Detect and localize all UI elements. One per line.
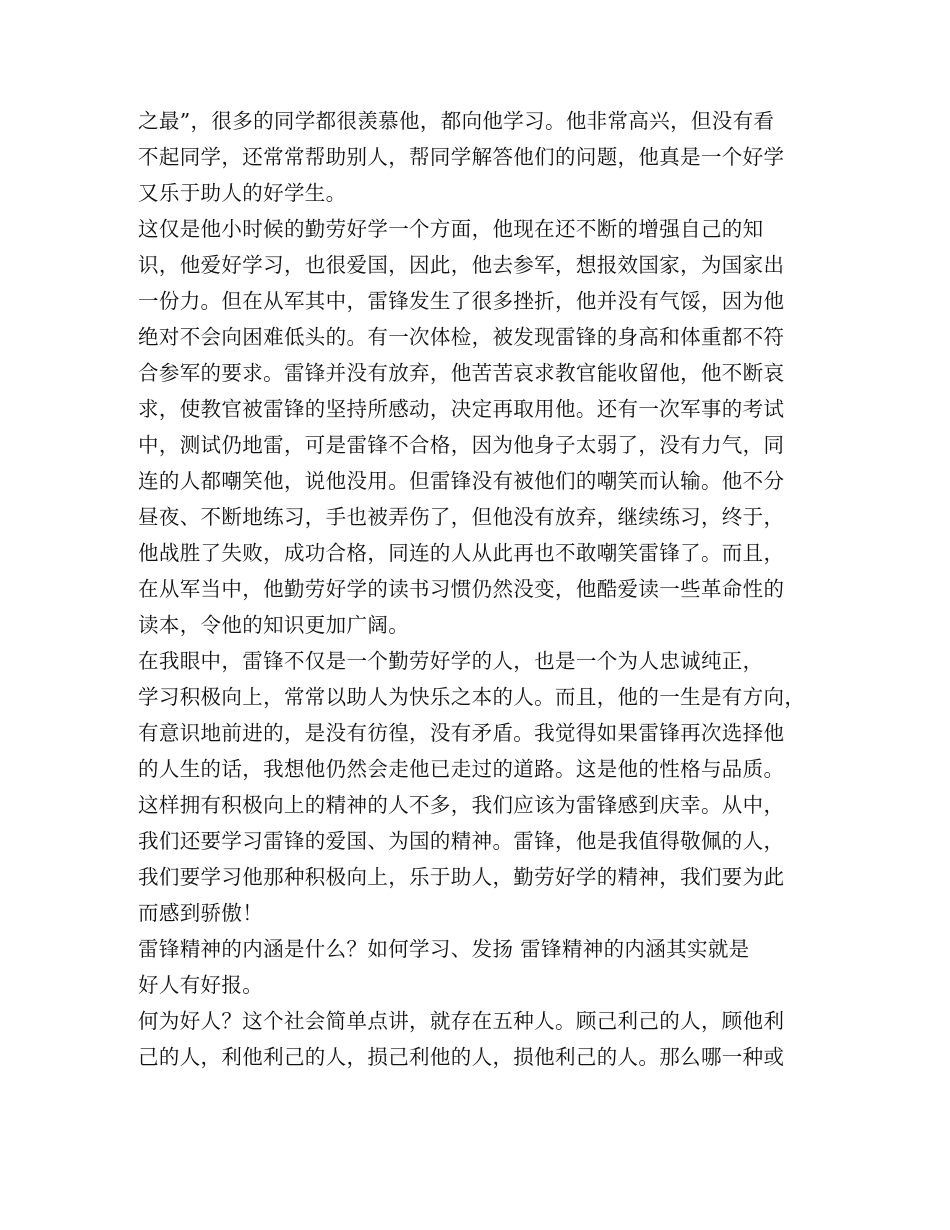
text-line: 这仅是他小时候的勤劳好学一个方面，他现在还不断的增强自己的知	[138, 217, 764, 241]
text-line: 何为好人？这个社会简单点讲，就存在五种人。顾己利己的人，顾他利	[138, 1009, 785, 1033]
text-line: 一份力。但在从军其中，雷锋发生了很多挫折，他并没有气馁，因为他	[138, 289, 785, 313]
text-line: 中，测试仍地雷，可是雷锋不合格，因为他身子太弱了，没有力气，同	[138, 433, 785, 457]
text-line: 识，他爱好学习，也很爱国，因此，他去参军，想报效国家，为国家出	[138, 253, 785, 277]
text-line: 在从军当中，他勤劳好学的读书习惯仍然没变，他酷爱读一些革命性的	[138, 577, 785, 601]
text-line: 我们还要学习雷锋的爱国、为国的精神。雷锋，他是我值得敬佩的人，	[138, 829, 785, 853]
text-line: 又乐于助人的好学生。	[138, 181, 347, 205]
text-line: 而感到骄傲！	[138, 901, 264, 925]
text-line: 连的人都嘲笑他，说他没用。但雷锋没有被他们的嘲笑而认输。他不分	[138, 469, 785, 493]
text-line: 我们要学习他那种积极向上，乐于助人，勤劳好学的精神，我们要为此	[138, 865, 785, 889]
text-line: 好人有好报。	[138, 973, 264, 997]
body-text	[138, 103, 828, 1075]
text-line: 己的人，利他利己的人，损己利他的人，损他利己的人。那么哪一种或	[138, 1045, 785, 1069]
text-line: 之最”，很多的同学都很羡慕他，都向他学习。他非常高兴，但没有看	[138, 109, 775, 133]
text-line: 雷锋精神的内涵是什么？如何学习、发扬 雷锋精神的内涵其实就是	[138, 937, 750, 961]
text-line: 他战胜了失败，成功合格，同连的人从此再也不敢嘲笑雷锋了。而且，	[138, 541, 785, 565]
text-line: 昼夜、不断地练习，手也被弄伤了，但他没有放弃，继续练习，终于，	[138, 505, 785, 529]
text-line: 这样拥有积极向上的精神的人不多，我们应该为雷锋感到庆幸。从中，	[138, 793, 785, 817]
text-line: 合参军的要求。雷锋并没有放弃，他苦苦哀求教官能收留他，他不断哀	[138, 361, 785, 385]
text-line: 学习积极向上，常常以助人为快乐之本的人。而且，他的一生是有方向，	[138, 685, 806, 709]
text-line: 绝对不会向困难低头的。有一次体检，被发现雷锋的身高和体重都不符	[138, 325, 785, 349]
text-line: 有意识地前进的，是没有彷徨，没有矛盾。我觉得如果雷锋再次选择他	[138, 721, 785, 745]
text-line: 读本，令他的知识更加广阔。	[138, 613, 410, 637]
text-line: 求，使教官被雷锋的坚持所感动，决定再取用他。还有一次军事的考试	[138, 397, 785, 421]
text-line: 不起同学，还常常帮助别人，帮同学解答他们的问题，他真是一个好学	[138, 145, 785, 169]
text-line: 在我眼中，雷锋不仅是一个勤劳好学的人，也是一个为人忠诚纯正，	[138, 649, 764, 673]
text-line: 的人生的话，我想他仍然会走他已走过的道路。这是他的性格与品质。	[138, 757, 785, 781]
